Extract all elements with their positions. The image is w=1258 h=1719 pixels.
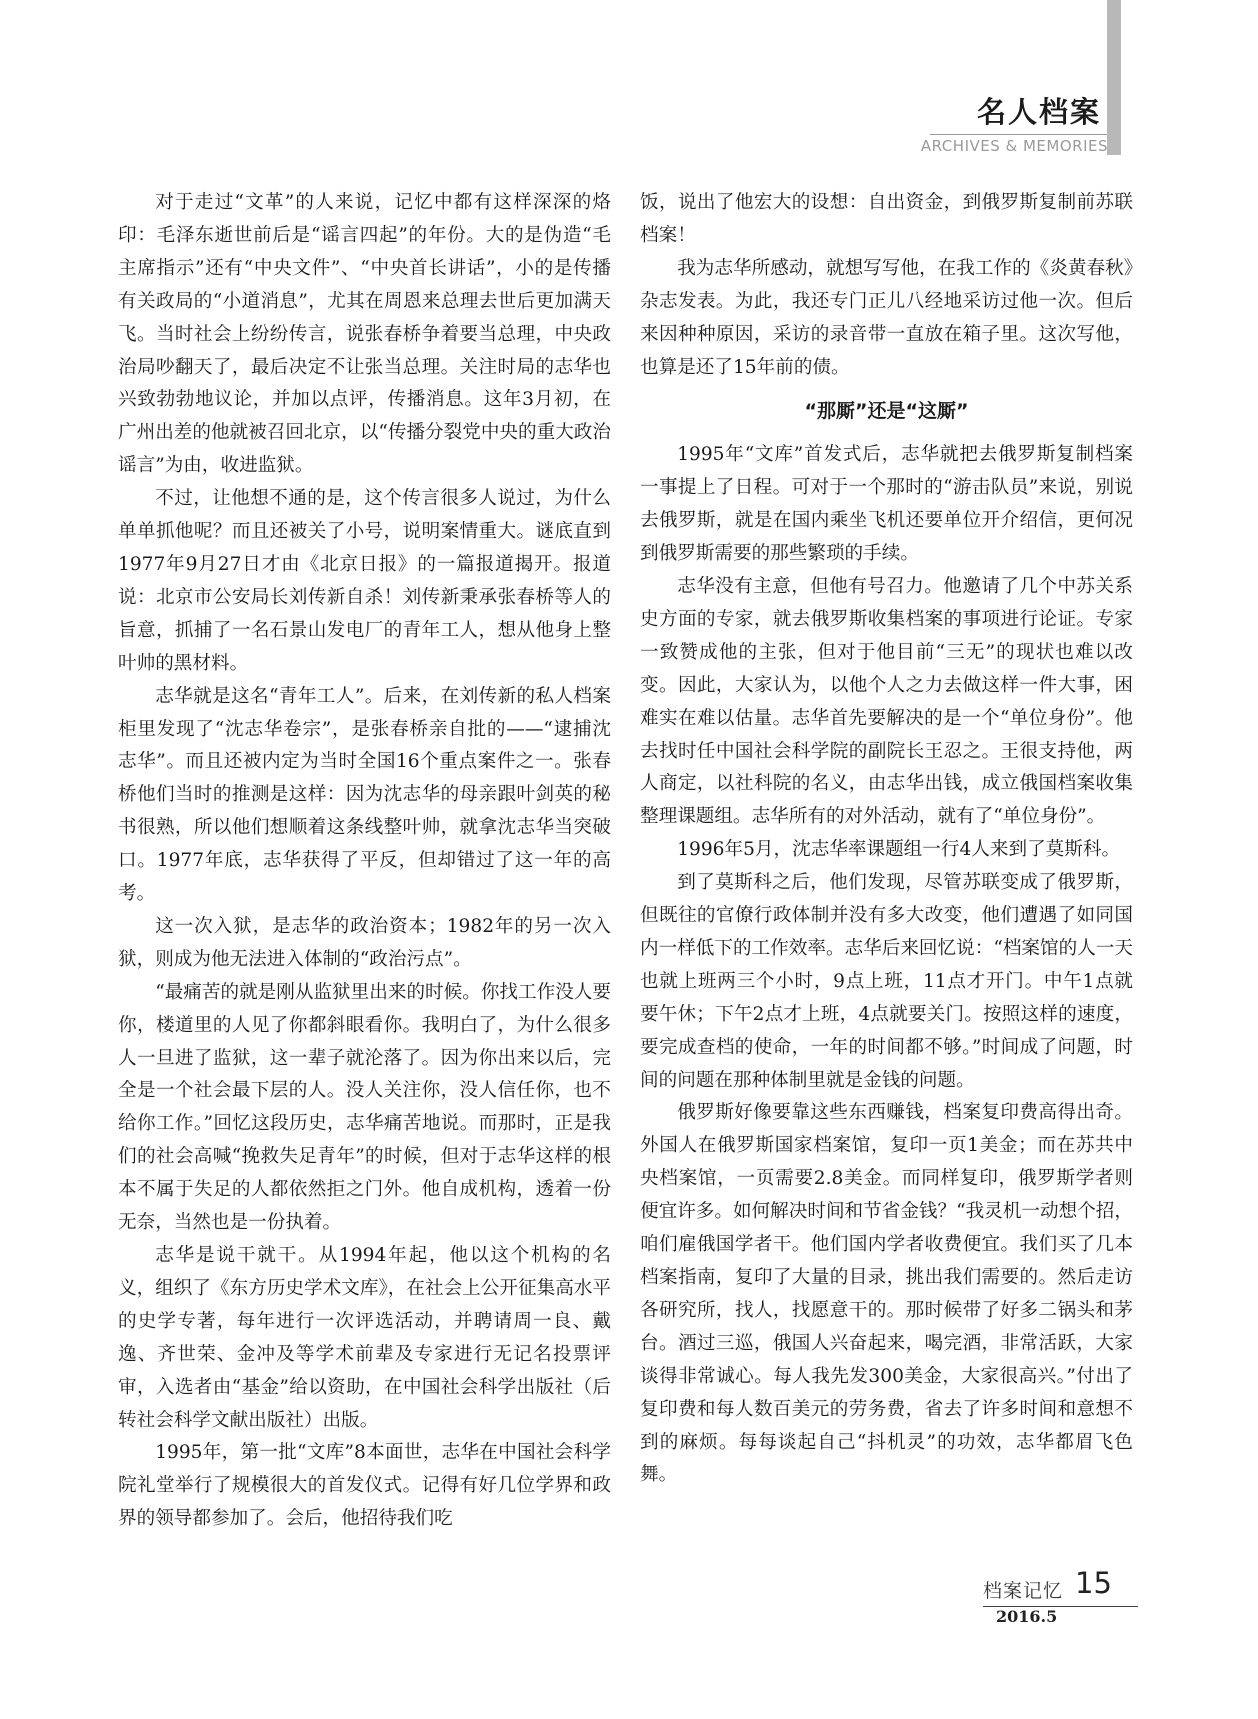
- body-paragraph: 1995年，第一批“文库”8本面世，志华在中国社会科学院礼堂举行了规模很大的首发仪式。记得有好几位学界和政界的领导都参加了。会后，他招待我们吃: [118, 1442, 611, 1530]
- body-paragraph: 对于走过“文革”的人来说，记忆中都有这样深深的烙印：毛泽东逝世前后是“谣言四起”的年份。大的是伪造“毛主席指示”还有“中央文件”、“中央首长讲话”，小的是传播有关政局的“小道消息”，尤其在周恩来总理去世后更加满天飞。当时社会上纷纷传言，说张春桥争着要当总理，中央政治局吵翻天了，最后决定不让张当总理。关注时局的志华也兴致勃勃地议论，并加以点评，传播消息。这年3月初，在广州出差的他就被召回北京，以“传播分裂党中央的重大政治谣言”为由，收进监狱。: [118, 192, 611, 477]
- left-column: [118, 187, 611, 1536]
- header-rule: [930, 134, 1107, 135]
- body-paragraph: 不过，让他想不通的是，这个传言很多人说过，为什么单单抓他呢？而且还被关了小号，说明案情重大。谜底直到1977年9月27日才由《北京日报》的一篇报道揭开。报道说：北京市公安局长刘传新自杀！刘传新秉承张春桥等人的旨意，抓捕了一名石景山发电厂的青年工人，想从他身上整叶帅的黑材料。: [118, 488, 611, 674]
- body-paragraph: 志华是说干就干。从1994年起，他以这个机构的名义，组织了《东方历史学术文库》，在社会上公开征集高水平的史学专著，每年进行一次评选活动，并聘请周一良、戴逸、齐世荣、金冲及等学术前辈及专家进行无记名投票评审，入选者由“基金”给以资助，在中国社会科学出版社（后转社会科学文献出版社）出版。: [118, 1245, 611, 1431]
- issue-number: 2016.5: [996, 1607, 1058, 1626]
- section-subtitle: ARCHIVES & MEMORIES: [920, 137, 1108, 155]
- continued-paragraph: 饭，说出了他宏大的设想：自出资金，到俄罗斯复制前苏联档案！: [640, 192, 1133, 246]
- journal-name: 档案记忆: [983, 1580, 1064, 1602]
- header-accent-bar: [1107, 0, 1121, 155]
- section-title: 名人档案: [976, 95, 1101, 129]
- body-paragraph: 俄罗斯好像要靠这些东西赚钱，档案复印费高得出奇。外国人在俄罗斯国家档案馆，复印一页1美金；而在苏共中央档案馆，一页需要2.8美金。而同样复印，俄罗斯学者则便宜许多。如何解决时间和节省金钱？“我灵机一动想个招，咱们雇俄国学者干。他们国内学者收费便宜。我们买了几本档案指南，复印了大量的目录，挑出我们需要的。然后走访各研究所，找人，找愿意干的。那时候带了好多二锅头和茅台。酒过三巡，俄国人兴奋起来，喝完酒，非常活跃，大家谈得非常诚心。每人我先发300美金，大家很高兴。”付出了复印费和每人数百美元的劳务费，省去了许多时间和意想不到的麻烦。每每谈起自己“抖机灵”的功效，志华都眉飞色舞。: [640, 1102, 1133, 1486]
- body-paragraph: 1995年“文库”首发式后，志华就把去俄罗斯复制档案一事提上了日程。可对于一个那时的“游击队员”来说，别说去俄罗斯，就是在国内乘坐飞机还要单位开介绍信，更何况到俄罗斯需要的那些繁琐的手续。: [640, 444, 1133, 565]
- body-paragraph: 我为志华所感动，就想写写他，在我工作的《炎黄春秋》杂志发表。为此，我还专门正儿八经地采访过他一次。但后来因种种原因，采访的录音带一直放在箱子里。这次写他，也算是还了15年前的债。: [640, 257, 1133, 378]
- right-column: [640, 187, 1133, 1492]
- body-paragraph: 这一次入狱，是志华的政治资本；1982年的另一次入狱，则成为他无法进入体制的“政治污点”。: [118, 915, 611, 970]
- body-paragraph: 志华就是这名“青年工人”。后来，在刘传新的私人档案柜里发现了“沈志华卷宗”，是张春桥亲自批的——“逮捕沈志华”。而且还被内定为当时全国16个重点案件之一。张春桥他们当时的推测是这样：因为沈志华的母亲跟叶剑英的秘书很熟，所以他们想顺着这条线整叶帅，就拿沈志华当突破口。1977年底，志华获得了平反，但却错过了这一年的高考。: [118, 685, 611, 905]
- body-paragraph: 到了莫斯科之后，他们发现，尽管苏联变成了俄罗斯，但既往的官僚行政体制并没有多大改变，他们遭遇了如同国内一样低下的工作效率。志华后来回忆说：“档案馆的人一天也就上班两三个小时，9点上班，11点才开门。中午1点就要午休；下午2点才上班，4点就要关门。按照这样的速度，要完成查档的使命，一年的时间都不够。”时间成了问题，时间的问题在那种体制里就是金钱的问题。: [640, 872, 1133, 1091]
- section-heading: “那厮”还是“这厮”: [804, 400, 969, 423]
- page-number: 15: [1075, 1566, 1112, 1600]
- body-paragraph: “最痛苦的就是刚从监狱里出来的时候。你找工作没人要你，楼道里的人见了你都斜眼看你。我明白了，为什么很多人一旦进了监狱，这一辈子就沦落了。因为你出来以后，完全是一个社会最下层的人。没人关注你，没人信任你，也不给你工作。”回忆这段历史，志华痛苦地说。而那时，正是我们的社会高喊“挽救失足青年”的时候，但对于志华这样的根本不属于失足的人都依然拒之门外。他自成机构，透着一份无奈，当然也是一份执着。: [118, 981, 611, 1234]
- body-paragraph: 志华没有主意，但他有号召力。他邀请了几个中苏关系史方面的专家，就去俄罗斯收集档案的事项进行论证。专家一致赞成他的主张，但对于他目前“三无”的现状也难以改变。因此，大家认为，以他个人之力去做这样一件大事，困难实在难以估量。志华首先要解决的是一个“单位身份”。他去找时任中国社会科学院的副院长王忍之。王很支持他，两人商定，以社科院的名义，由志华出钱，成立俄国档案收集整理课题组。志华所有的对外活动，就有了“单位身份”。: [640, 575, 1133, 828]
- body-paragraph: 1996年5月，沈志华率课题组一行4人来到了莫斯科。: [677, 839, 1121, 861]
